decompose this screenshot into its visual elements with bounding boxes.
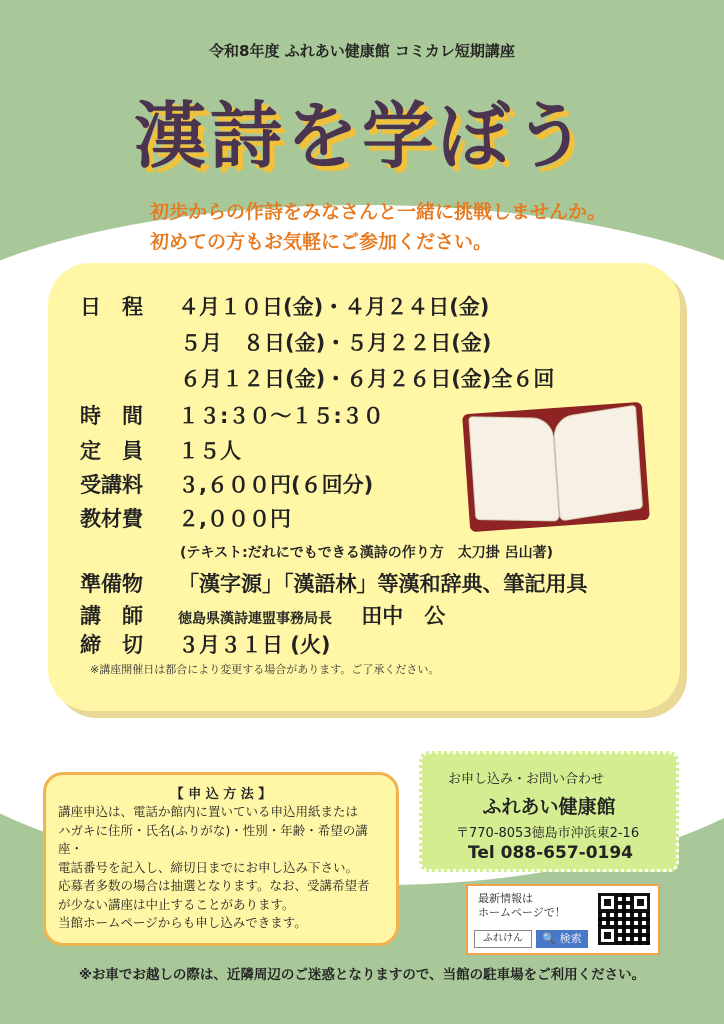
prep-label: 準備物	[80, 572, 143, 596]
open-book-illustration	[462, 402, 650, 532]
material-row	[80, 503, 291, 533]
schedule-line-2: ５月 ８日(金)・５月２２日(金)	[180, 331, 492, 355]
fee-row	[80, 469, 373, 499]
capacity-label: 定 員	[80, 439, 143, 463]
application-box	[43, 772, 399, 946]
qr-finder-top-right	[631, 893, 650, 912]
contact-box	[419, 751, 679, 872]
prep-row	[80, 568, 588, 598]
textbook-note: (テキスト:だれにでもできる漢詩の作り方 太刀掛 呂山著)	[180, 545, 553, 561]
schedule-label: 日 程	[80, 295, 143, 319]
capacity-value: １５人	[178, 439, 241, 463]
qr-finder-bottom-left	[598, 926, 617, 945]
teacher-label: 講 師	[80, 604, 143, 628]
application-line-1: 講座申込は、電話か館内に置いている申込用紙または	[58, 804, 359, 819]
venue-address: 〒770-8053徳島市沖浜東2-16	[456, 826, 640, 841]
schedule-line-3: ６月１２日(金)・６月２６日(金)全６回	[180, 367, 555, 391]
contact-label: お申し込み・お問い合わせ	[448, 772, 605, 787]
lead-text	[150, 197, 606, 257]
qr-finder-top-left	[598, 893, 617, 912]
time-value: １３:３０～１５:３０	[178, 404, 384, 428]
time-row	[80, 400, 384, 430]
lead-line-2: 初めての方もお気軽にご参加ください。	[150, 231, 493, 253]
application-line-2: ハガキに住所・氏名(ふりがな)・性別・年齢・希望の講座・	[58, 822, 368, 856]
application-line-4: 応募者多数の場合は抽選となります。なお、受講希望者	[58, 878, 370, 893]
teacher-row	[80, 600, 445, 630]
search-term-box: ふれけん	[474, 930, 532, 948]
homepage-line-1: 最新情報は	[478, 892, 533, 905]
book-right-page	[553, 405, 644, 522]
teacher-org: 徳島県漢詩連盟事務局長	[178, 611, 332, 627]
application-line-5: が少ない講座は中止することがあります。	[58, 896, 295, 912]
application-heading: 【 申 込 方 法 】	[170, 787, 272, 802]
material-label: 教材費	[80, 507, 143, 531]
capacity-row	[80, 435, 241, 465]
deadline-label: 締 切	[80, 633, 143, 657]
book-left-page	[468, 416, 560, 521]
fee-value: ３,６００円(６回分)	[178, 473, 374, 497]
course-header: 令和8年度 ふれあい健康館 コミカレ短期講座	[209, 42, 515, 60]
deadline-row	[80, 629, 331, 659]
time-label: 時 間	[80, 404, 143, 428]
application-text	[58, 803, 388, 933]
deadline-value: ３月３１日 (火)	[178, 633, 331, 657]
homepage-line-2: ホームページで！	[478, 906, 566, 919]
material-value: ２,０００円	[178, 507, 291, 531]
venue-phone: Tel 088-657-0194	[468, 843, 634, 863]
teacher-name: 田中 公	[361, 604, 446, 628]
page-title: 漢詩を学ぼう	[133, 94, 590, 178]
search-button-label: 検索	[559, 932, 582, 945]
search-button: 🔍 検索	[536, 930, 588, 948]
fee-label: 受講料	[80, 473, 143, 497]
parking-note: ※お車でお越しの際は、近隣周辺のご迷惑となりますので、当館の駐車場をご利用ください。	[78, 967, 646, 983]
schedule-row	[80, 291, 489, 321]
schedule-footnote: ※講座開催日は都合により変更する場合があります。ご了承ください。	[90, 663, 440, 676]
qr-code	[598, 893, 650, 945]
schedule-line-1: ４月１０日(金)・４月２４日(金)	[178, 295, 490, 319]
application-line-6: 当館ホームページからも申し込みできます。	[58, 915, 307, 930]
homepage-text	[478, 892, 566, 920]
prep-value: 「漢字源」「漢語林」等漢和辞典、筆記用具	[178, 572, 588, 596]
application-line-3: 電話番号を記入し、締切日までにお申し込み下さい。	[58, 859, 359, 875]
homepage-box	[466, 884, 660, 955]
venue-name: ふれあい健康館	[482, 796, 616, 818]
lead-line-1: 初歩からの作詩をみなさんと一緒に挑戦しませんか。	[150, 201, 607, 223]
